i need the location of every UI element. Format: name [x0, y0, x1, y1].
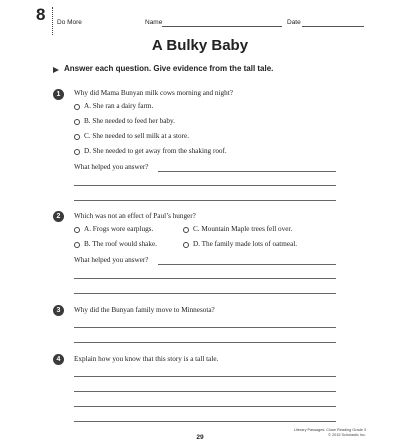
question-text: Which was not an effect of Paul’s hunger? [74, 212, 196, 220]
radio-circle-icon[interactable] [183, 242, 189, 248]
radio-circle-icon[interactable] [74, 242, 80, 248]
answer-option: C. Mountain Maple trees fell over. [193, 225, 293, 233]
answer-line[interactable] [74, 376, 336, 377]
arrow-right-icon [53, 67, 59, 73]
answer-line[interactable] [74, 278, 336, 279]
question-text: Why did Mama Bunyan milk cows morning and night? [74, 89, 233, 97]
question-number-badge: 3 [53, 305, 64, 316]
question-number-badge: 2 [53, 211, 64, 222]
answer-line[interactable] [74, 421, 336, 422]
answer-option: B. She needed to feed her baby. [84, 117, 175, 125]
answer-option: B. The roof would shake. [84, 240, 157, 248]
radio-circle-icon[interactable] [74, 149, 80, 155]
date-label: Date [287, 19, 301, 26]
answer-option: A. Frogs wore earplugs. [84, 225, 154, 233]
answer-line[interactable] [158, 171, 336, 172]
header-divider [52, 7, 53, 35]
answer-option: D. The family made lots of oatmeal. [193, 240, 298, 248]
helper-label: What helped you answer? [74, 163, 149, 171]
answer-line[interactable] [74, 391, 336, 392]
answer-option: D. She needed to get away from the shaking roof. [84, 147, 227, 155]
answer-line[interactable] [74, 293, 336, 294]
radio-circle-icon[interactable] [74, 134, 80, 140]
radio-circle-icon[interactable] [183, 227, 189, 233]
footer-credit [270, 428, 366, 438]
answer-line[interactable] [74, 327, 336, 328]
radio-circle-icon[interactable] [74, 104, 80, 110]
answer-line[interactable] [74, 406, 336, 407]
name-label: Name [145, 19, 163, 26]
answer-line[interactable] [74, 200, 336, 201]
helper-label: What helped you answer? [74, 256, 149, 264]
question-number-badge: 1 [53, 89, 64, 100]
radio-circle-icon[interactable] [74, 119, 80, 125]
answer-option: A. She ran a dairy farm. [84, 102, 154, 110]
footer-credit-line: © 2015 Scholastic Inc. [328, 433, 366, 437]
answer-line[interactable] [158, 264, 336, 265]
section-label: Do More [57, 19, 82, 26]
name-field[interactable] [162, 26, 282, 27]
radio-circle-icon[interactable] [74, 227, 80, 233]
footer-credit-line: Literary Passages: Close Reading Grade 3 [293, 428, 366, 432]
question-text: Why did the Bunyan family move to Minnesota? [74, 306, 215, 314]
week-number: 8 [36, 5, 46, 24]
answer-line[interactable] [74, 185, 336, 186]
instructions: Answer each question. Give evidence from the tall tale. [64, 64, 274, 73]
answer-line[interactable] [74, 342, 336, 343]
question-text: Explain how you know that this story is a tall tale. [74, 355, 219, 363]
answer-option: C. She needed to sell milk at a store. [84, 132, 189, 140]
date-field[interactable] [302, 26, 364, 27]
page-number: 29 [196, 434, 204, 441]
page-title: A Bulky Baby [151, 37, 249, 54]
question-number-badge: 4 [53, 354, 64, 365]
